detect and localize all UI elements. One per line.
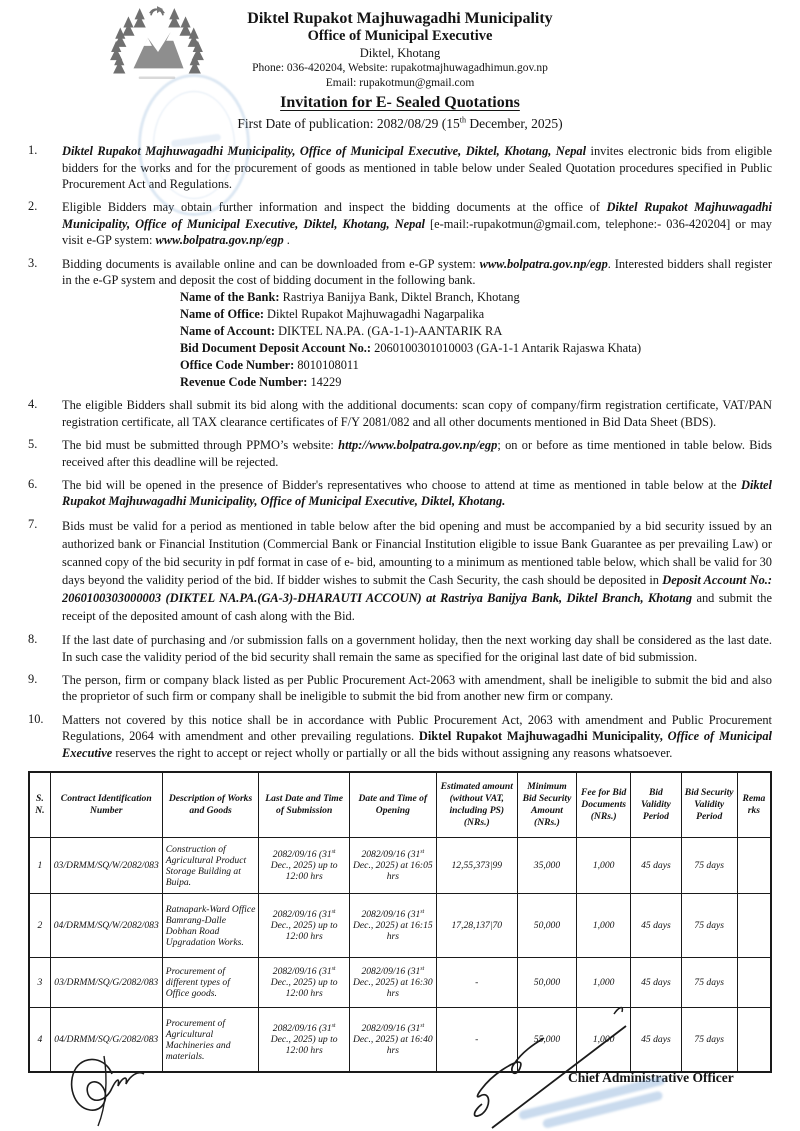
item-text <box>62 256 772 391</box>
col-header-security: Minimum Bid Security Amount (NRs.) <box>517 772 576 838</box>
nepal-municipal-emblem-icon <box>106 4 208 98</box>
cell-contract: 04/DRMM/SQ/W/2082/083 <box>50 894 162 958</box>
cell-remarks <box>737 894 771 958</box>
bank-detail-value: 14229 <box>307 374 342 389</box>
cell-validity: 45 days <box>631 958 681 1008</box>
bank-detail-value: Diktel Rupakot Majhuwagadhi Nagarpalika <box>263 307 485 322</box>
publication-ordinal: th <box>459 115 467 125</box>
cell-remarks <box>737 838 771 894</box>
cell-security: 35,000 <box>517 838 576 894</box>
cell-submission <box>259 1008 350 1072</box>
bank-detail-label: Name of Office: <box>180 307 264 322</box>
text-segment: Diktel Rupakot Majhuwagadhi Municipality, Office of Municipal Executive, Diktel, Khotang, Nepal <box>62 144 587 159</box>
cell-opening <box>349 838 436 894</box>
cell-fee: 1,000 <box>577 838 631 894</box>
date-text: 2082/09/16 (31 <box>272 1023 332 1035</box>
organization-name: Diktel Rupakot Majhuwagadhi Municipality <box>247 10 553 27</box>
date-text: Dec., 2025) up to 12:00 hrs <box>270 1034 338 1057</box>
col-header-sn: S.N. <box>29 772 50 838</box>
table-row <box>29 894 771 958</box>
cell-fee: 1,000 <box>577 958 631 1008</box>
cell-sn: 3 <box>29 958 50 1008</box>
text-segment: Diktel Rupakot Majhuwagadhi Municipality, Office of Municipal Executive, Diktel, Khotang, Nepal <box>62 200 772 231</box>
table-header-row <box>29 772 771 838</box>
date-text: 2082/09/16 (31 <box>272 849 332 861</box>
item-number: 4. <box>28 397 38 412</box>
item-number: 9. <box>28 672 38 687</box>
cell-remarks <box>737 958 771 1008</box>
item-number: 3. <box>28 255 38 270</box>
text-segment: Office of Municipal Executive <box>62 729 772 760</box>
cell-description: Construction of Agricultural Product Storage Building at Buipa. <box>162 838 259 894</box>
item-text <box>62 672 772 705</box>
item-text <box>62 397 772 430</box>
text-segment: The eligible Bidders shall submit its bid along with the additional documents: scan copy of company/firm registration certificate, VAT/PAN registration certificate, all TAX clearance certificates of F/Y 2081/082 and all other documents mentioned in Bid Data Sheet (BDS). <box>62 398 772 429</box>
date-text: 2082/09/16 (31 <box>361 1023 421 1035</box>
cell-contract: 03/DRMM/SQ/G/2082/083 <box>50 958 162 1008</box>
cell-description: Ratnapark-Ward Office Bamrang-Dalle Dobhan Road Upgradation Works. <box>162 894 259 958</box>
cell-submission <box>259 894 350 958</box>
publication-date-line <box>0 116 800 132</box>
date-text: Dec., 2025) at 16:40 hrs <box>353 1034 433 1057</box>
bank-detail-label: Office Code Number: <box>180 357 295 372</box>
cell-estimated: - <box>436 1008 517 1072</box>
bank-detail-value: 8010108011 <box>294 357 359 372</box>
bank-detail-value: DIKTEL NA.PA. (GA-1-1)-AANTARIK RA <box>274 324 503 338</box>
date-text: 2082/09/16 (31 <box>272 909 332 921</box>
cell-security-validity: 75 days <box>681 1008 737 1072</box>
date-text: Dec., 2025) up to 12:00 hrs <box>270 977 338 1000</box>
cell-opening <box>349 1008 436 1072</box>
cell-security-validity: 75 days <box>681 838 737 894</box>
notice-item-1 <box>28 143 772 192</box>
table-row <box>29 838 771 894</box>
text-segment: [e-mail:-rupakotmun@gmail.com, telephone:- 036-420204] or may visit e-GP system: <box>62 216 772 248</box>
office-name-line <box>180 306 772 323</box>
item-number: 7. <box>28 516 38 531</box>
office-code-line <box>180 357 772 374</box>
bank-detail-value: Rastriya Banijya Bank, Diktel Branch, Khotang <box>279 290 520 305</box>
account-name-line <box>180 323 772 340</box>
cell-description: Procurement of Agricultural Machineries and materials. <box>162 1008 259 1072</box>
bank-detail-label: Name of the Bank: <box>180 290 280 305</box>
date-ordinal: st <box>331 849 336 856</box>
date-ordinal: st <box>420 909 425 916</box>
text-segment: If the last date of purchasing and /or submission falls on a government holiday, then the next working day shall be considered as the last date. In such case the validity period of the bid security shall remain the same as specified for the original last date of bid submission. <box>62 633 772 664</box>
email-line: Email: rupakotmun@gmail.com <box>325 77 475 90</box>
cell-fee: 1,000 <box>577 894 631 958</box>
bank-detail-value: 2060100301010003 (GA-1-1 Antarik Rajaswa Khata) <box>371 340 642 355</box>
letterhead <box>0 0 800 132</box>
col-header-validity: Bid Validity Period <box>631 772 681 838</box>
text-segment: Diktel Rupakot Majhuwagadhi Municipality, Office of Municipal Executive, Diktel, Khotang. <box>62 477 772 509</box>
cell-opening <box>349 894 436 958</box>
cell-estimated: 12,55,373|99 <box>436 838 517 894</box>
item-text <box>62 199 772 248</box>
bank-name-line <box>180 289 772 306</box>
date-text: Dec., 2025) up to 12:00 hrs <box>270 860 338 883</box>
publication-post: December, 2025) <box>466 116 563 132</box>
date-text: 2082/09/16 (31 <box>361 966 421 978</box>
notice-item-2 <box>28 199 772 248</box>
item-text <box>62 632 772 665</box>
notice-item-4 <box>28 397 772 430</box>
item-number: 10. <box>28 711 44 726</box>
item-number: 6. <box>28 476 38 491</box>
bank-detail-label: Bid Document Deposit Account No.: <box>180 340 372 355</box>
cell-validity: 45 days <box>631 894 681 958</box>
date-ordinal: st <box>420 1023 425 1030</box>
contact-line: Phone: 036-420204, Website: rupakotmajhuwagadhimun.gov.np <box>252 62 548 75</box>
document-title: Invitation for E- Sealed Quotations <box>280 94 520 112</box>
col-header-submission: Last Date and Time of Submission <box>259 772 350 838</box>
office-name: Office of Municipal Executive <box>307 28 493 45</box>
cell-contract: 03/DRMM/SQ/W/2082/083 <box>50 838 162 894</box>
text-segment: reserves the right to accept or reject wholly or partially or all the bids without assigning any reasons whatsoever. <box>112 745 673 760</box>
cell-submission <box>259 958 350 1008</box>
date-text: 2082/09/16 (31 <box>361 909 421 921</box>
cell-remarks <box>737 1008 771 1072</box>
date-ordinal: st <box>420 849 425 856</box>
signatory-title: Chief Administrative Officer <box>568 1070 734 1085</box>
text-segment: Bidding documents is available online and can be downloaded from e-GP system: <box>62 256 480 271</box>
date-text: Dec., 2025) at 16:15 hrs <box>353 920 433 943</box>
text-segment: Matters not covered by this notice shall be in accordance with Public Procurement Act, 2063 with amendment and Public Procurement Regulations, 2064 with amendment and other prevailing regulations. <box>62 712 772 744</box>
item-number: 5. <box>28 437 38 452</box>
cell-opening <box>349 958 436 1008</box>
cell-security: 50,000 <box>517 958 576 1008</box>
revenue-code-line <box>180 374 772 391</box>
notice-item-8 <box>28 632 772 665</box>
bank-detail-label: Revenue Code Number: <box>180 374 308 389</box>
text-segment: invites electronic bids from eligible bidders for the works and for the procurement of goods as mentioned in table below under Sealed Quotation procedures specified in Public Procurement Act and Regulations. <box>62 144 772 192</box>
date-text: Dec., 2025) at 16:30 hrs <box>353 977 433 1000</box>
deposit-account-ref: Deposit Account No.: 2060100303000003 (DIKTEL NA.PA.(GA-3)-DHARAUTI ACCOUN) at Rastriya Banijya Bank, Diktel Branch, Khotang <box>62 573 772 606</box>
item-text <box>62 437 772 470</box>
bank-details-block <box>180 289 772 390</box>
deposit-account-line <box>180 340 772 357</box>
cell-security: 50,000 <box>517 894 576 958</box>
item-number: 8. <box>28 632 38 647</box>
location-line: Diktel, Khotang <box>359 45 441 60</box>
cell-security-validity: 75 days <box>681 894 737 958</box>
date-text: Dec., 2025) up to 12:00 hrs <box>270 920 338 943</box>
text-segment: The person, firm or company black listed as per Public Procurement Act-2063 with amendment, shall be ineligible to submit the bid and also the proprietor of such firm or company shall be ineligible to submit the bid from another new firm or company. <box>62 673 772 704</box>
col-header-contract: Contract Identification Number <box>50 772 162 838</box>
col-header-description: Description of Works and Goods <box>162 772 259 838</box>
date-text: Dec., 2025) at 16:05 hrs <box>353 860 433 883</box>
cell-security: 55,000 <box>517 1008 576 1072</box>
cell-estimated: - <box>436 958 517 1008</box>
col-header-fee: Fee for Bid Documents (NRs.) <box>577 772 631 838</box>
col-header-security-validity: Bid Security Validity Period <box>681 772 737 838</box>
text-segment: The bid will be opened in the presence of Bidder's representatives who choose to attend at time as mentioned in table below at the <box>62 477 742 492</box>
cell-sn: 2 <box>29 894 50 958</box>
date-ordinal: st <box>331 966 336 973</box>
text-segment: Eligible Bidders may obtain further information and inspect the bidding documents at the office of <box>62 200 607 215</box>
notice-item-10 <box>28 712 772 761</box>
ppmo-url: http://www.bolpatra.gov.np/egp <box>338 438 498 453</box>
cell-submission <box>259 838 350 894</box>
cell-sn: 1 <box>29 838 50 894</box>
egp-url: www.bolpatra.gov.np/egp <box>155 233 284 248</box>
text-segment: ; on or before as time mentioned in table below. Bids received after this deadline will be rejected. <box>62 438 772 469</box>
cell-description: Procurement of different types of Office goods. <box>162 958 259 1008</box>
notice-item-7 <box>28 517 772 626</box>
cell-estimated: 17,28,137|70 <box>436 894 517 958</box>
notice-item-9 <box>28 672 772 705</box>
signature-right <box>468 986 678 1131</box>
egp-url: www.bolpatra.gov.np/egp <box>479 256 608 271</box>
cell-validity: 45 days <box>631 1008 681 1072</box>
notice-item-6 <box>28 477 772 510</box>
notice-item-5 <box>28 437 772 470</box>
cell-security-validity: 75 days <box>681 958 737 1008</box>
text-segment: Diktel Rupakot Majhuwagadhi Municipality, <box>418 729 668 744</box>
date-ordinal: st <box>331 1023 336 1030</box>
publication-pre: First Date of publication: 2082/08/29 (15 <box>237 116 460 132</box>
item-text <box>62 143 772 192</box>
cell-sn: 4 <box>29 1008 50 1072</box>
notice-item-3 <box>28 256 772 391</box>
cell-fee: 1,000 <box>577 1008 631 1072</box>
item-number: 1. <box>28 143 38 158</box>
col-header-remarks: Remarks <box>737 772 771 838</box>
date-text: 2082/09/16 (31 <box>272 966 332 978</box>
date-ordinal: st <box>331 909 336 916</box>
item-number: 2. <box>28 199 38 214</box>
text-segment: . <box>283 233 290 248</box>
text-segment: Bids must be valid for a period as mentioned in table below after the bid opening and must be accompanied by a bid security issued by an authorized bank or Financial Institution (Commercial Bank or Financial Institution eligible to issue Bank Guarantee as per prevailing Law) or scanned copy of the bid security in pdf format in case of e- bid, amounting to a minimum as mentioned table below, which shall be valid for 30 days beyond the validity period of the bid. If bidder wishes to submit the Cash Security, the cash should be deposited in <box>62 518 772 588</box>
item-text <box>62 477 772 510</box>
signature-left <box>60 1046 200 1130</box>
bank-detail-label: Name of Account: <box>180 324 275 338</box>
text-segment: and submit the receipt of the deposited amount of cash along with the Bid. <box>62 591 772 624</box>
col-header-opening: Date and Time of Opening <box>349 772 436 838</box>
cell-contract: 04/DRMM/SQ/G/2082/083 <box>50 1008 162 1072</box>
date-ordinal: st <box>420 966 425 973</box>
text-segment: The bid must be submitted through PPMO’s website: <box>62 438 339 453</box>
date-text: 2082/09/16 (31 <box>361 849 421 861</box>
item-text <box>62 517 772 626</box>
item-text <box>62 712 772 761</box>
notice-body <box>28 143 772 761</box>
col-header-estimated: Estimated amount (without VAT, including PS) (NRs.) <box>436 772 517 838</box>
cell-validity: 45 days <box>631 838 681 894</box>
text-segment: . Interested bidders shall register in the e-GP system and deposit the cost of bidding document in the following bank. <box>62 256 773 287</box>
